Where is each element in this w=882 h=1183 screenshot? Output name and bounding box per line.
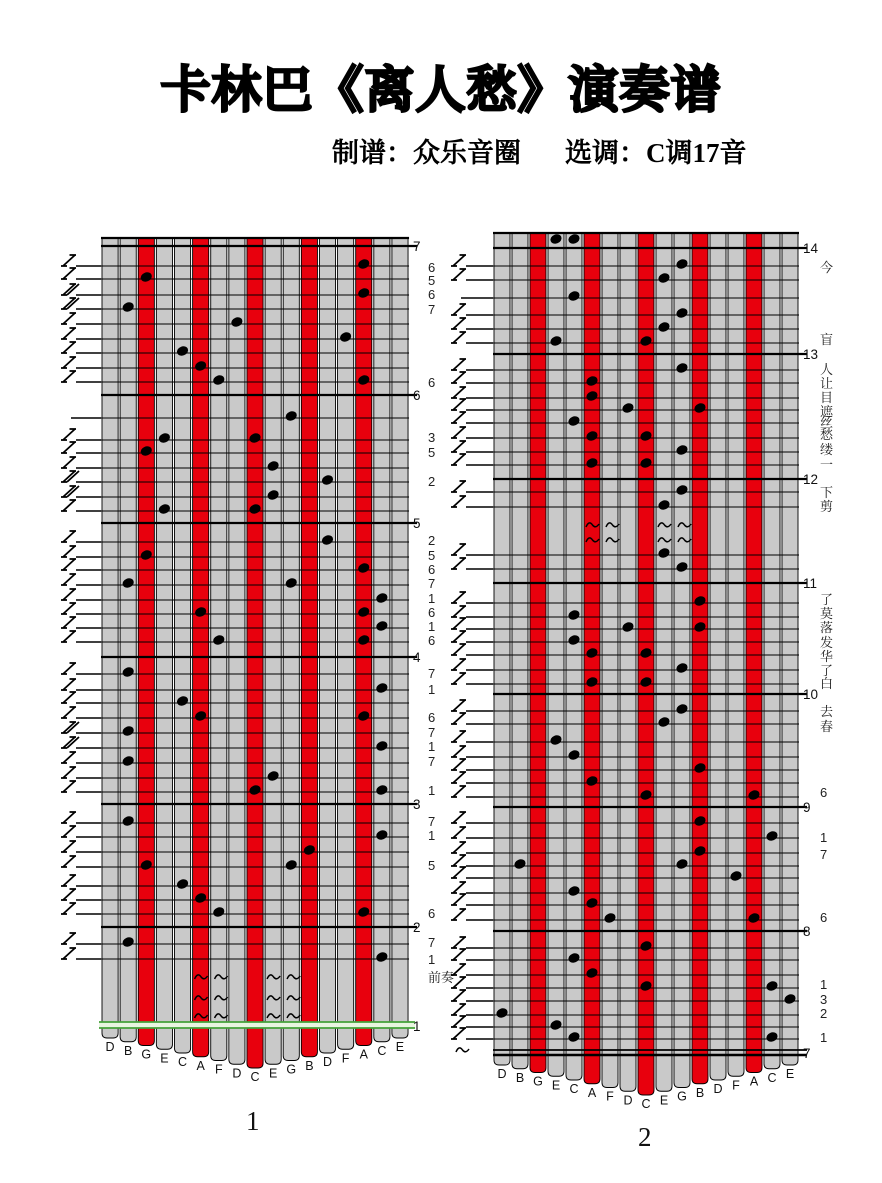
lyric-char: 发 xyxy=(820,635,834,650)
gliss-mark-icon xyxy=(61,442,76,453)
gliss-mark-icon xyxy=(61,631,76,642)
tine-stripe xyxy=(710,233,726,1080)
gliss-mark-icon xyxy=(451,700,466,711)
gliss-mark-icon xyxy=(61,856,76,867)
jianpu-number: 5 xyxy=(428,548,436,563)
tine-label: G xyxy=(533,1074,543,1089)
gliss-mark-icon xyxy=(451,441,466,452)
measure-number: 14 xyxy=(803,241,819,256)
gliss-mark-icon xyxy=(61,679,76,690)
measure-number: 12 xyxy=(803,472,819,487)
kalimba-tab-page-2 xyxy=(451,233,834,1111)
jianpu-number: 6 xyxy=(428,633,436,648)
gliss-mark-icon xyxy=(451,812,466,823)
measure-number: 2 xyxy=(413,920,421,935)
gliss-mark-icon xyxy=(451,631,466,642)
gliss-mark-icon xyxy=(451,1028,466,1039)
gliss-mark-icon xyxy=(451,481,466,492)
tine-stripe xyxy=(374,238,390,1042)
gliss-mark-icon xyxy=(451,882,466,893)
gliss-mark-icon xyxy=(61,574,76,585)
gliss-mark-icon xyxy=(61,707,76,718)
gliss-mark-icon xyxy=(451,644,466,655)
gliss-mark-icon xyxy=(61,903,76,914)
page-number-2: 2 xyxy=(638,1122,652,1152)
tine-stripe xyxy=(602,233,618,1088)
gliss-mark-icon xyxy=(451,731,466,742)
tine-label: G xyxy=(286,1062,297,1077)
lyric-char: 剪 xyxy=(820,499,834,514)
gliss-mark-icon xyxy=(61,752,76,763)
tine-label: B xyxy=(305,1058,314,1073)
tine-label: F xyxy=(732,1078,740,1093)
measure-number: 7 xyxy=(803,1046,811,1061)
jianpu-number: 7 xyxy=(428,725,436,740)
lyric-char: 前奏 xyxy=(428,970,455,985)
red-tine-stripe xyxy=(530,233,546,1073)
tine-label: A xyxy=(749,1074,759,1089)
tine-stripe xyxy=(494,233,510,1065)
gliss-mark-icon xyxy=(451,304,466,315)
tine-stripe xyxy=(566,233,582,1080)
tine-stripe xyxy=(782,233,798,1065)
jianpu-number: 6 xyxy=(428,562,436,577)
jianpu-number: 1 xyxy=(428,591,436,606)
gliss-mark-icon xyxy=(451,387,466,398)
gliss-mark-icon xyxy=(451,592,466,603)
gliss-mark-icon xyxy=(451,399,466,410)
gliss-mark-icon xyxy=(61,933,76,944)
measure-number: 1 xyxy=(413,1019,421,1034)
jianpu-number: 3 xyxy=(428,430,436,445)
key-selection: 选调：C调17音 xyxy=(565,138,747,168)
gliss-mark-icon xyxy=(61,429,76,440)
lyric-char: 了 xyxy=(820,592,834,607)
gliss-mark-icon xyxy=(61,841,76,852)
jianpu-number: 6 xyxy=(428,287,436,302)
tine-label: B xyxy=(695,1085,705,1100)
red-tine-stripe xyxy=(746,233,762,1073)
tine-label: C xyxy=(377,1043,387,1058)
measure-number: 13 xyxy=(803,347,819,362)
gliss-mark-icon xyxy=(61,589,76,600)
gliss-mark-icon xyxy=(61,617,76,628)
red-tine-stripe xyxy=(193,238,209,1057)
jianpu-number: 6 xyxy=(428,710,436,725)
gliss-mark-icon xyxy=(451,937,466,948)
gliss-mark-icon xyxy=(61,284,79,295)
gliss-mark-icon xyxy=(451,544,466,555)
lyric-char: 盲 xyxy=(820,332,834,347)
start-line-band xyxy=(99,1022,415,1028)
gliss-mark-icon xyxy=(61,826,76,837)
lyric-char: 目 xyxy=(820,390,834,405)
gliss-mark-icon xyxy=(451,786,466,797)
tine-label: D xyxy=(497,1067,507,1081)
tine-stripe xyxy=(620,233,636,1091)
tine-stripe xyxy=(283,238,299,1061)
lyric-char: 愁 xyxy=(820,427,834,442)
tine-stripe xyxy=(656,233,672,1091)
gliss-mark-icon xyxy=(451,255,466,266)
jianpu-number: 2 xyxy=(820,1006,828,1021)
jianpu-number: 5 xyxy=(428,858,436,873)
gliss-mark-icon xyxy=(451,332,466,343)
jianpu-number: 1 xyxy=(820,830,828,845)
gliss-mark-icon xyxy=(61,767,76,778)
gliss-mark-icon xyxy=(451,1004,466,1015)
lyric-char: 丝 xyxy=(820,415,834,430)
gliss-mark-icon xyxy=(61,500,76,511)
lyric-char: 一 xyxy=(820,457,834,472)
gliss-mark-icon xyxy=(61,255,76,266)
corner-tilde-icon xyxy=(456,1048,469,1052)
tine-stripe xyxy=(764,233,780,1069)
gliss-mark-icon xyxy=(61,603,76,614)
tine-label: F xyxy=(341,1051,350,1066)
jianpu-number: 3 xyxy=(820,992,828,1007)
tine-label: E xyxy=(268,1066,278,1081)
gliss-mark-icon xyxy=(61,531,76,542)
measure-number: 6 xyxy=(413,388,421,403)
jianpu-number: 6 xyxy=(820,910,828,925)
tine-label: C xyxy=(178,1055,188,1069)
tine-stripe xyxy=(102,238,118,1038)
lyric-char: 春 xyxy=(820,719,834,734)
gliss-mark-icon xyxy=(451,894,466,905)
gliss-mark-icon xyxy=(451,949,466,960)
gliss-mark-icon xyxy=(451,496,466,507)
gliss-mark-icon xyxy=(61,371,76,382)
measure-number: 10 xyxy=(803,687,819,702)
tine-label: C xyxy=(250,1070,260,1084)
lyric-char: 华 xyxy=(820,649,834,664)
jianpu-number: 7 xyxy=(428,754,436,769)
tine-label: F xyxy=(214,1062,223,1077)
tine-label: D xyxy=(713,1082,723,1096)
tine-stripe xyxy=(392,238,408,1038)
gliss-mark-icon xyxy=(61,722,79,733)
gliss-mark-icon xyxy=(451,606,466,617)
jianpu-number: 2 xyxy=(428,533,436,548)
tine-label: G xyxy=(141,1047,152,1062)
gliss-mark-icon xyxy=(451,558,466,569)
lyric-char: 白 xyxy=(820,676,834,691)
gliss-mark-icon xyxy=(451,713,466,724)
gliss-mark-icon xyxy=(451,827,466,838)
tine-label: D xyxy=(322,1055,333,1069)
tine-label: E xyxy=(395,1040,405,1054)
gliss-mark-icon xyxy=(451,673,466,684)
red-tine-stripe xyxy=(301,238,317,1057)
gliss-mark-icon xyxy=(451,855,466,866)
gliss-mark-icon xyxy=(451,772,466,783)
gliss-mark-icon xyxy=(61,663,76,674)
gliss-mark-icon xyxy=(61,875,76,886)
tine-label: E xyxy=(659,1093,669,1108)
gliss-mark-icon xyxy=(451,427,466,438)
sheet-title: 卡林巴《离人愁》演奏谱 xyxy=(160,62,722,118)
gliss-mark-icon xyxy=(61,546,76,557)
measure-number: 5 xyxy=(413,516,421,531)
lyric-char: 今 xyxy=(820,260,834,275)
lyric-char: 去 xyxy=(820,704,834,719)
jianpu-number: 7 xyxy=(820,847,828,862)
gliss-mark-icon xyxy=(61,889,76,900)
jianpu-number: 1 xyxy=(428,828,436,843)
gliss-mark-icon xyxy=(61,781,76,792)
jianpu-number: 2 xyxy=(428,474,436,489)
tine-stripe xyxy=(674,233,690,1088)
gliss-mark-icon xyxy=(61,948,76,959)
gliss-mark-icon xyxy=(61,328,76,339)
gliss-mark-icon xyxy=(451,1016,466,1027)
lyric-char: 落 xyxy=(820,620,834,635)
jianpu-number: 7 xyxy=(428,666,436,681)
tine-label: A xyxy=(587,1085,597,1100)
gliss-mark-icon xyxy=(61,357,76,368)
jianpu-number: 1 xyxy=(820,977,828,992)
jianpu-number: 7 xyxy=(428,935,436,950)
red-tine-stripe xyxy=(692,233,708,1084)
gliss-mark-icon xyxy=(61,342,76,353)
tine-stripe xyxy=(265,238,281,1064)
tine-label: D xyxy=(623,1093,633,1108)
measure-number: 8 xyxy=(803,924,811,939)
gliss-mark-icon xyxy=(451,842,466,853)
gliss-mark-icon xyxy=(451,759,466,770)
jianpu-number: 1 xyxy=(428,682,436,697)
gliss-mark-icon xyxy=(61,737,79,748)
producer-credit: 制谱：众乐音圈 xyxy=(332,138,521,168)
gliss-mark-icon xyxy=(451,746,466,757)
tine-label: C xyxy=(767,1070,777,1085)
jianpu-number: 6 xyxy=(428,375,436,390)
tine-label: A xyxy=(359,1047,368,1062)
tine-stripe xyxy=(319,238,335,1053)
gliss-mark-icon xyxy=(451,867,466,878)
jianpu-number: 7 xyxy=(428,302,436,317)
gliss-mark-icon xyxy=(61,268,76,279)
measure-number: 9 xyxy=(803,800,811,815)
lyric-char: 了 xyxy=(820,663,834,678)
jianpu-number: 6 xyxy=(428,605,436,620)
kalimba-tab-page-1 xyxy=(61,238,454,1084)
tine-label: F xyxy=(606,1089,614,1104)
tine-label: C xyxy=(641,1097,651,1111)
tine-stripe xyxy=(174,238,190,1053)
tine-label: B xyxy=(124,1043,133,1058)
jianpu-number: 7 xyxy=(428,576,436,591)
page-number-1: 1 xyxy=(246,1106,260,1136)
gliss-mark-icon xyxy=(451,659,466,670)
lyric-char: 莫 xyxy=(820,606,834,621)
jianpu-number: 6 xyxy=(820,785,828,800)
gliss-mark-icon xyxy=(61,692,76,703)
tine-label: C xyxy=(569,1082,579,1096)
tine-stripe xyxy=(120,238,136,1042)
jianpu-number: 6 xyxy=(428,906,436,921)
gliss-mark-icon xyxy=(61,559,76,570)
tine-label: G xyxy=(677,1089,687,1104)
gliss-mark-icon xyxy=(451,909,466,920)
gliss-mark-icon xyxy=(451,990,466,1001)
lyric-char: 让 xyxy=(820,376,834,391)
lyric-char: 缕 xyxy=(820,442,834,457)
measure-number: 7 xyxy=(413,239,421,254)
jianpu-number: 1 xyxy=(428,619,436,634)
measure-number: 3 xyxy=(413,797,421,812)
gliss-mark-icon xyxy=(451,618,466,629)
tine-label: E xyxy=(160,1051,169,1066)
lyric-char: 下 xyxy=(820,485,834,500)
tine-stripe xyxy=(512,233,528,1069)
tine-label: E xyxy=(551,1078,561,1093)
gliss-mark-icon xyxy=(451,318,466,329)
jianpu-number: 5 xyxy=(428,273,436,288)
gliss-mark-icon xyxy=(451,372,466,383)
jianpu-number: 1 xyxy=(428,739,436,754)
jianpu-number: 5 xyxy=(428,445,436,460)
lyric-char: 人 xyxy=(820,362,834,377)
jianpu-number: 7 xyxy=(428,814,436,829)
measure-number: 11 xyxy=(803,576,818,591)
gliss-mark-icon xyxy=(61,486,79,497)
tine-stripe xyxy=(229,238,245,1064)
gliss-mark-icon xyxy=(61,812,76,823)
jianpu-number: 1 xyxy=(428,783,436,798)
tine-stripe xyxy=(211,238,227,1061)
tine-label: D xyxy=(232,1066,242,1081)
gliss-mark-icon xyxy=(61,457,76,468)
tine-label: B xyxy=(515,1070,525,1085)
jianpu-number: 1 xyxy=(428,952,436,967)
gliss-mark-icon xyxy=(61,298,79,309)
gliss-mark-icon xyxy=(61,471,79,482)
tine-label: E xyxy=(785,1067,795,1081)
tine-label: D xyxy=(105,1040,115,1054)
gliss-mark-icon xyxy=(451,454,466,465)
jianpu-number: 6 xyxy=(428,260,436,275)
tine-label: A xyxy=(196,1058,205,1073)
red-tine-stripe xyxy=(638,233,654,1095)
lyric-char: 遮 xyxy=(820,404,834,419)
red-tine-stripe xyxy=(584,233,600,1084)
jianpu-number: 1 xyxy=(820,1030,828,1045)
measure-number: 4 xyxy=(413,650,421,665)
gliss-mark-icon xyxy=(61,313,76,324)
gliss-mark-icon xyxy=(451,269,466,280)
gliss-mark-icon xyxy=(451,412,466,423)
gliss-mark-icon xyxy=(451,359,466,370)
